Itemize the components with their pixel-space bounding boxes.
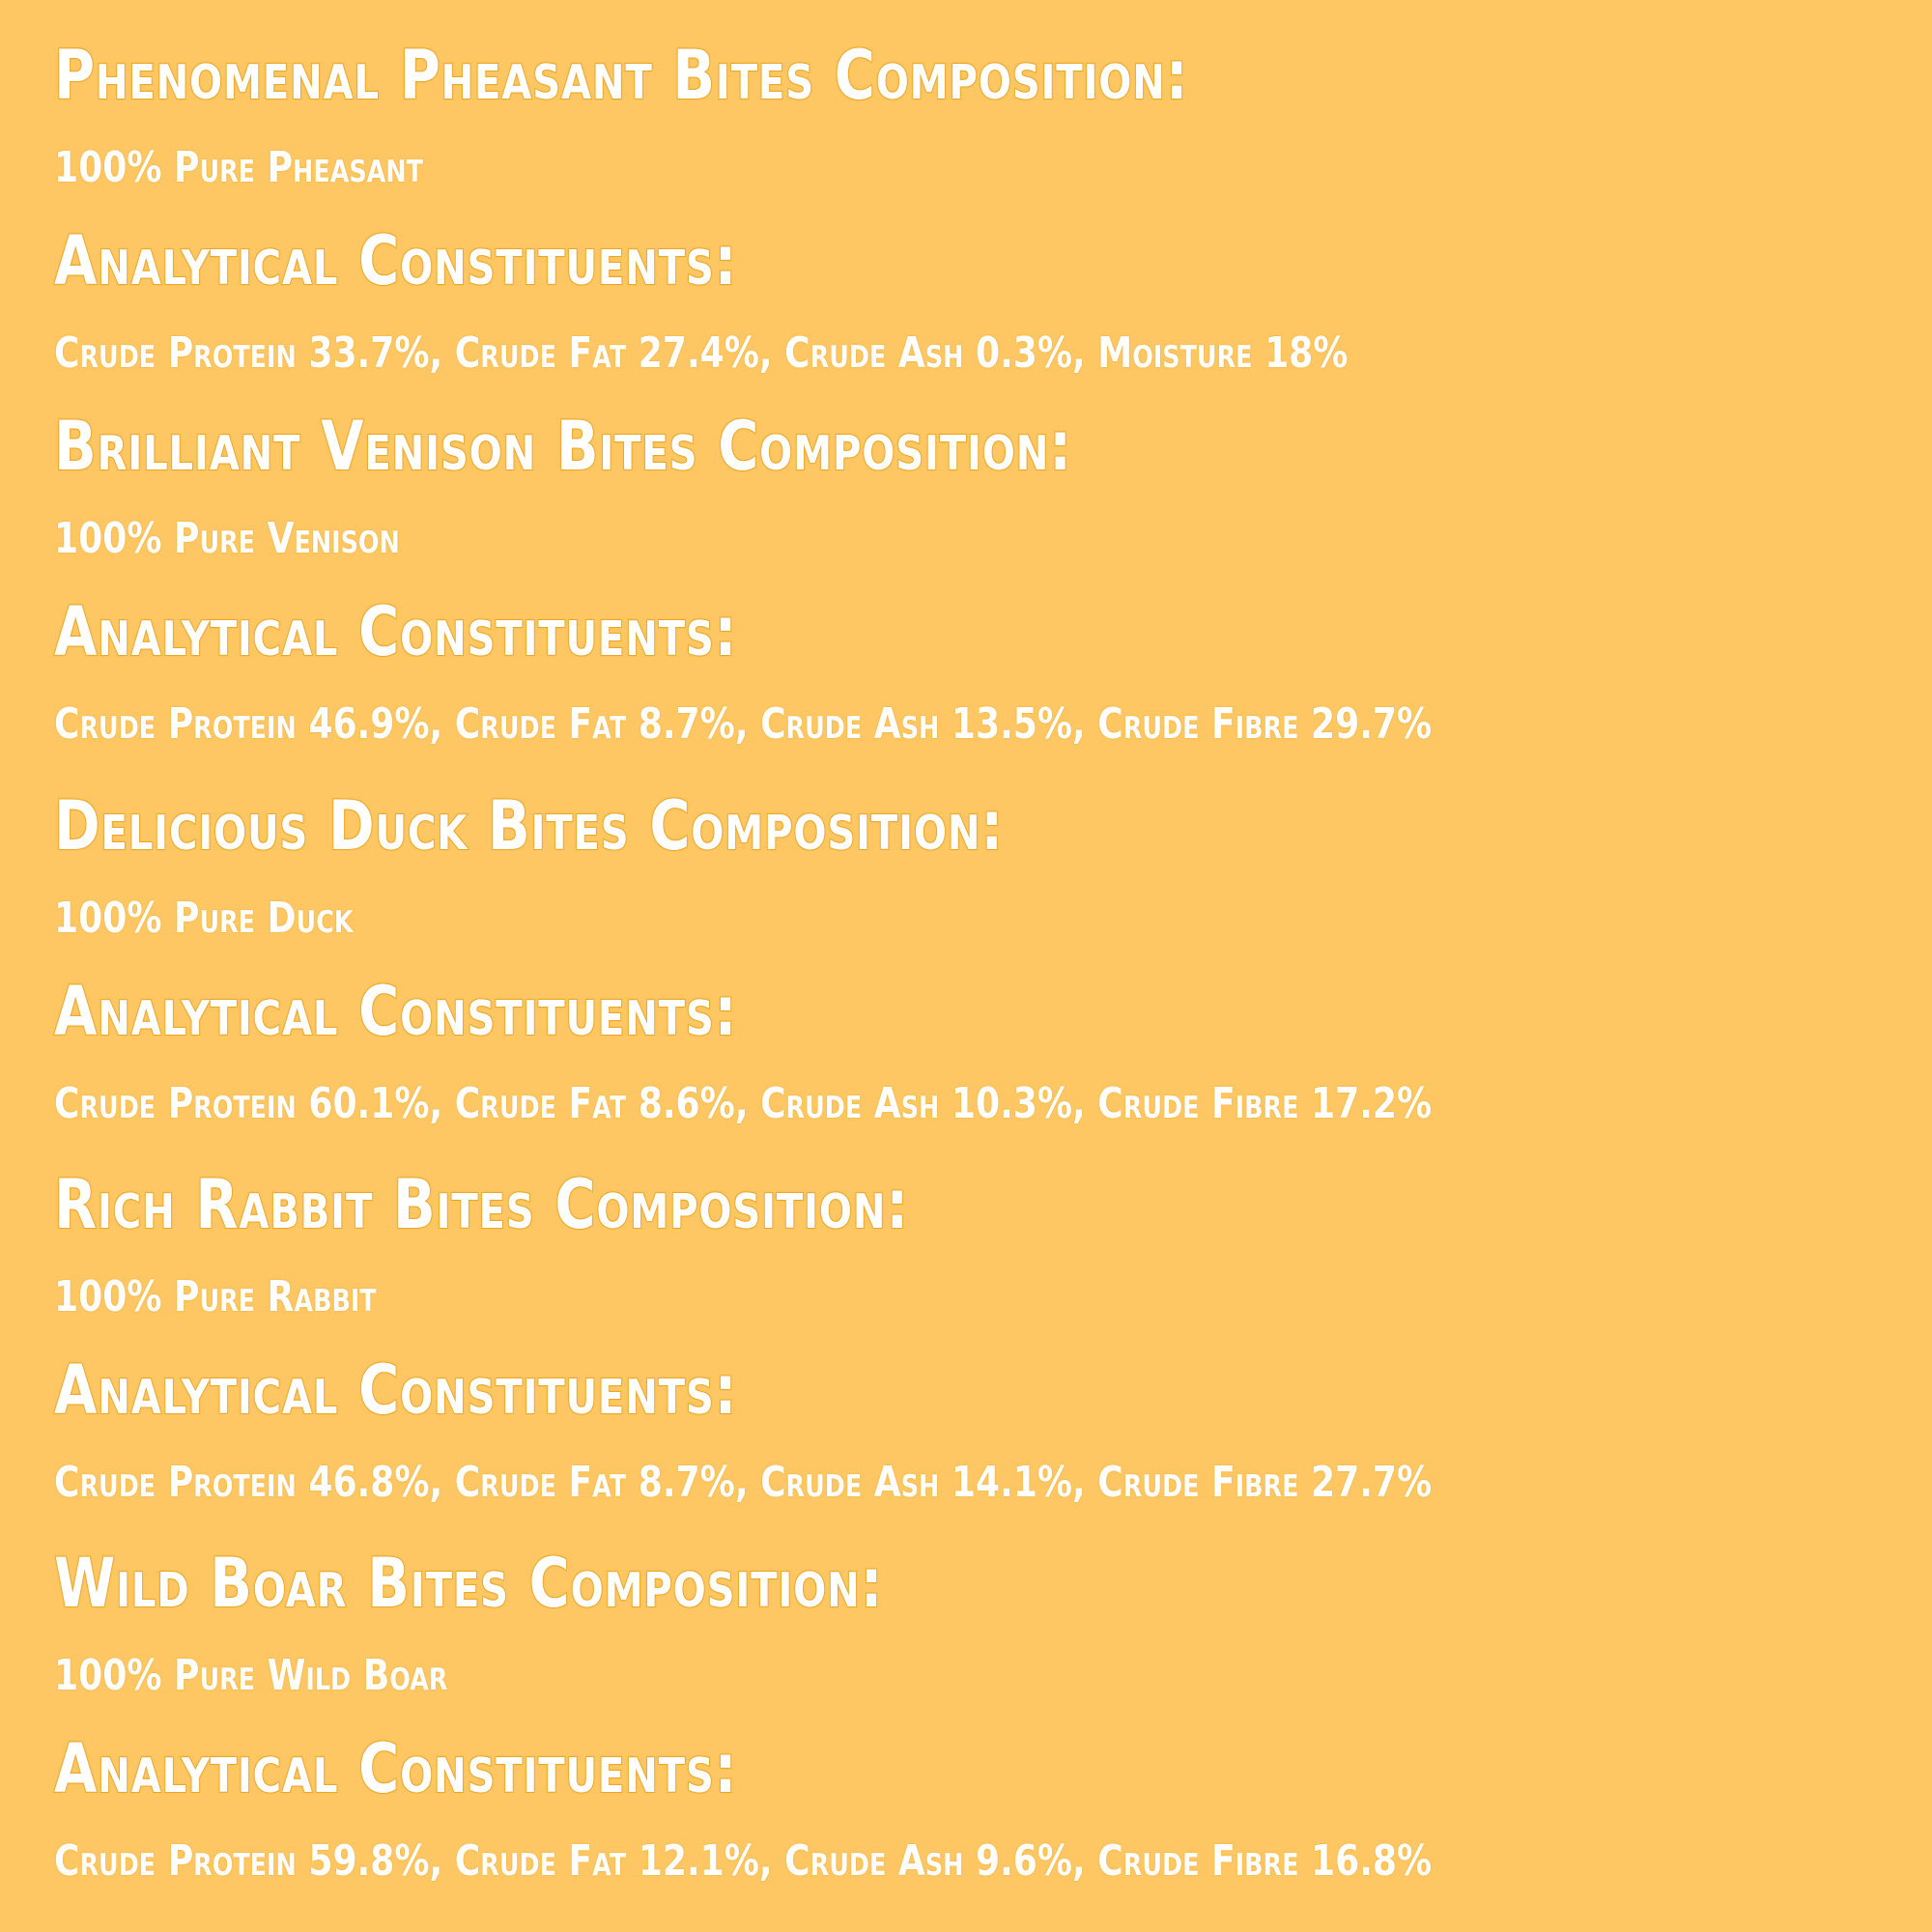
product-duck xyxy=(54,787,1889,1166)
composition-text: 100% Pure Rabbit xyxy=(54,1272,377,1321)
composition-text: 100% Pure Wild Boar xyxy=(54,1651,448,1700)
composition-text: 100% Pure Duck xyxy=(54,894,354,943)
constituents-text: Crude Protein 46.8%, Crude Fat 8.7%, Crude Ash 14.1%, Crude Fibre 27.7% xyxy=(54,1458,1433,1507)
product-rabbit xyxy=(54,1166,1889,1545)
constituents-text: Crude Protein 33.7%, Crude Fat 27.4%, Crude Ash 0.3%, Moisture 18% xyxy=(54,328,1349,378)
constituents-text: Crude Protein 46.9%, Crude Fat 8.7%, Crude Ash 13.5%, Crude Fibre 29.7% xyxy=(54,699,1433,749)
composition-heading: Rich Rabbit Bites Composition: xyxy=(54,1165,910,1244)
composition-text: 100% Pure Pheasant xyxy=(54,143,423,192)
constituents-heading: Analytical Constituents: xyxy=(54,1350,738,1430)
product-venison xyxy=(54,408,1889,787)
constituents-heading: Analytical Constituents: xyxy=(54,1729,738,1808)
constituents-text: Crude Protein 59.8%, Crude Fat 12.1%, Crude Ash 9.6%, Crude Fibre 16.8% xyxy=(54,1836,1433,1886)
composition-heading: Phenomenal Pheasant Bites Composition: xyxy=(54,36,1189,115)
product-pheasant xyxy=(54,37,1889,408)
composition-sheet xyxy=(54,37,1889,1890)
constituents-text: Crude Protein 60.1%, Crude Fat 8.6%, Crude Ash 10.3%, Crude Fibre 17.2% xyxy=(54,1079,1433,1128)
composition-text: 100% Pure Venison xyxy=(54,514,400,563)
constituents-heading: Analytical Constituents: xyxy=(54,592,738,671)
constituents-heading: Analytical Constituents: xyxy=(54,221,738,300)
constituents-heading: Analytical Constituents: xyxy=(54,972,738,1051)
composition-heading: Delicious Duck Bites Composition: xyxy=(54,786,1005,866)
product-wild-boar xyxy=(54,1545,1889,1890)
composition-heading: Wild Boar Bites Composition: xyxy=(54,1544,884,1623)
composition-heading: Brilliant Venison Bites Composition: xyxy=(54,407,1072,486)
